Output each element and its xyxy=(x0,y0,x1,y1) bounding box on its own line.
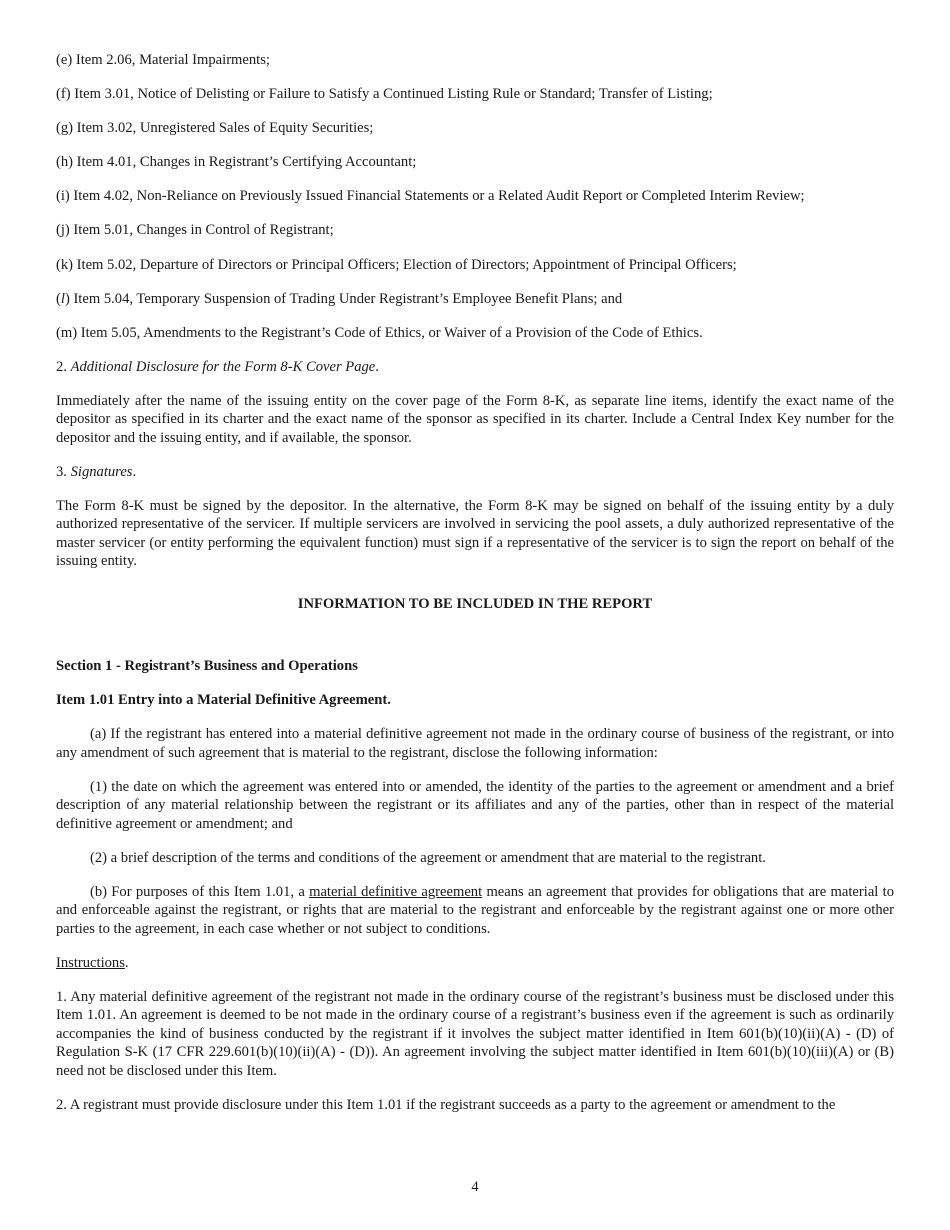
list-item: (h) Item 4.01, Changes in Registrant’s Certifying Accountant; xyxy=(56,154,417,171)
list-item: (f) Item 3.01, Notice of Delisting or Failure to Satisfy a Continued Listing Rule or Standard; Transfer of Listing; xyxy=(56,86,713,103)
list-item: (j) Item 5.01, Changes in Control of Registrant; xyxy=(56,222,334,239)
instructions-period: . xyxy=(124,954,129,971)
page-number: 4 xyxy=(471,1179,479,1195)
list-item-l xyxy=(56,290,894,309)
paragraph-a1: (1) the date on which the agreement was entered into or amended, the identity of the parties to the agreement or amendment and a brief description of any material relationship between the registrant or its affiliates and any of the parties, other than in respect of the material definitive agreement or amendment; and xyxy=(56,778,894,832)
signatures-number: 3. xyxy=(56,463,71,480)
signatures-heading xyxy=(56,463,894,482)
list-item-l-letter: l xyxy=(60,290,65,307)
list-item-l-open: ( xyxy=(56,290,61,307)
cover-page-period: . xyxy=(375,358,379,375)
list-item: (g) Item 3.02, Unregistered Sales of Equity Securities; xyxy=(56,120,374,137)
document-page xyxy=(56,51,894,1130)
paragraph-b xyxy=(56,883,894,939)
signatures-period: . xyxy=(132,463,137,480)
instructions-label: Instructions xyxy=(56,954,125,971)
defined-term: material definitive agreement xyxy=(309,883,483,900)
cover-page-number: 2. xyxy=(56,358,71,375)
signatures-body: The Form 8-K must be signed by the depositor. In the alternative, the Form 8-K may be signed on behalf of the issuing entity by a duly authorized representative of the servicer. If multiple servicers are involved in servicing the pool assets, a duly authorized representative of the master servicer (or entity performing the equivalent function) must sign if a representative of the servicer is to sign the report on behalf of the issuing entity. xyxy=(56,497,894,570)
cover-page-title: Additional Disclosure for the Form 8-K Cover Page xyxy=(70,358,376,375)
list-item-m: (m) Item 5.05, Amendments to the Registrant’s Code of Ethics, or Waiver of a Provision of the Code of Ethics. xyxy=(56,324,703,341)
paragraph-a: (a) If the registrant has entered into a material definitive agreement not made in the ordinary course of business of the registrant, or into any amendment of such agreement that is material to the registrant, disclose the following information: xyxy=(56,726,894,761)
paragraph-b-end: means an agreement that provides for obligations that are material to and enforceable against the registrant, or rights that are material to the registrant and enforceable by the registrant against one or more other parties to the agreement, in each case whether or not subject to conditions. xyxy=(56,883,894,937)
instruction-1: 1. Any material definitive agreement of the registrant not made in the ordinary course of the registrant’s business must be disclosed under this Item 1.01. An agreement is deemed to be not made in the ordinary course of a registrant’s business even if the agreement is such as ordinarily accompanies the kind of business conducted by the registrant if it involves the subject matter identified in Item 601(b)(10)(ii)(A) - (D) of Regulation S-K (17 CFR 229.601(b)(10)(ii)(A) - (D)). An agreement involving the subject matter identified in Item 601(b)(10)(iii)(A) or (B) need not be disclosed under this Item. xyxy=(56,988,894,1079)
section-heading: Section 1 - Registrant’s Business and Operations xyxy=(56,658,358,675)
report-heading: INFORMATION TO BE INCLUDED IN THE REPORT xyxy=(297,595,653,612)
list-item: (i) Item 4.02, Non-Reliance on Previously Issued Financial Statements or a Related Audit Report or Completed Interim Review; xyxy=(56,188,805,205)
instruction-2: 2. A registrant must provide disclosure under this Item 1.01 if the registrant succeeds as a party to the agreement or amendment to the xyxy=(56,1096,836,1113)
list-item-l-text: ) Item 5.04, Temporary Suspension of Trading Under Registrant’s Employee Benefit Plans; and xyxy=(64,290,623,307)
instructions-heading xyxy=(56,954,894,973)
item-heading: Item 1.01 Entry into a Material Definitive Agreement. xyxy=(56,692,391,709)
cover-page-heading xyxy=(56,358,894,377)
paragraph-b-start: (b) For purposes of this Item 1.01, a xyxy=(90,883,310,900)
list-item: (k) Item 5.02, Departure of Directors or Principal Officers; Election of Directors; Appointment of Principal Officers; xyxy=(56,256,737,273)
signatures-title: Signatures xyxy=(70,463,133,480)
cover-page-body: Immediately after the name of the issuing entity on the cover page of the Form 8-K, as separate line items, identify the exact name of the depositor as specified in its charter and the exact name of the sponsor as specified in its charter. Include a Central Index Key number for the depositor and the issuing entity, and if available, the sponsor. xyxy=(56,392,894,446)
paragraph-a2: (2) a brief description of the terms and conditions of the agreement or amendment that are material to the registrant. xyxy=(90,849,766,866)
list-item: (e) Item 2.06, Material Impairments; xyxy=(56,52,270,68)
